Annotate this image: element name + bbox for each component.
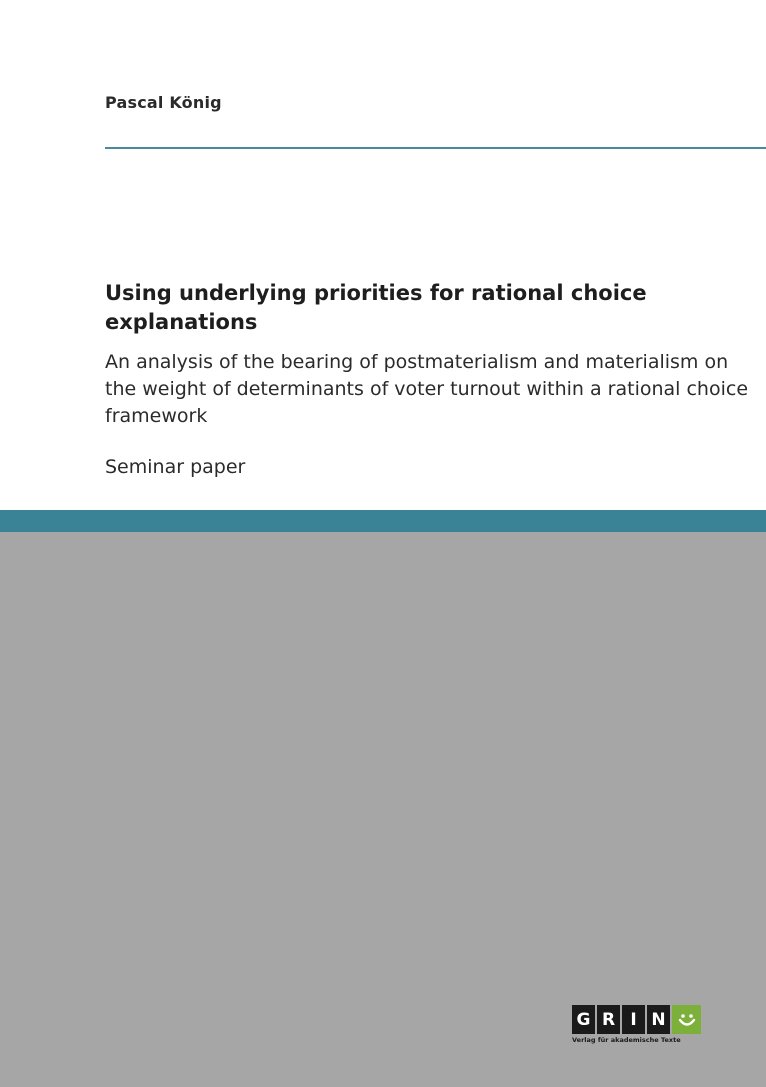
author-name: Pascal König <box>105 93 222 112</box>
logo-letter-g: G <box>572 1005 595 1034</box>
smile-icon <box>672 1005 701 1034</box>
document-type: Seminar paper <box>105 456 246 478</box>
accent-band <box>0 510 766 532</box>
logo-letter-i: I <box>622 1005 645 1034</box>
logo-letter-n: N <box>647 1005 670 1034</box>
lower-panel <box>0 532 766 1087</box>
logo-letter-r: R <box>597 1005 620 1034</box>
publisher-logo <box>572 1005 728 1047</box>
book-title: Using underlying priorities for rational choice explanations <box>105 281 647 334</box>
cover-top-area <box>0 0 766 510</box>
publisher-tagline: Verlag für akademische Texte <box>572 1036 681 1044</box>
book-subtitle: An analysis of the bearing of postmaterialism and materialism on the weight of determinants of voter turnout within a rational choice framework <box>105 351 749 427</box>
author-divider <box>105 147 766 149</box>
logo-letters <box>572 1005 701 1034</box>
